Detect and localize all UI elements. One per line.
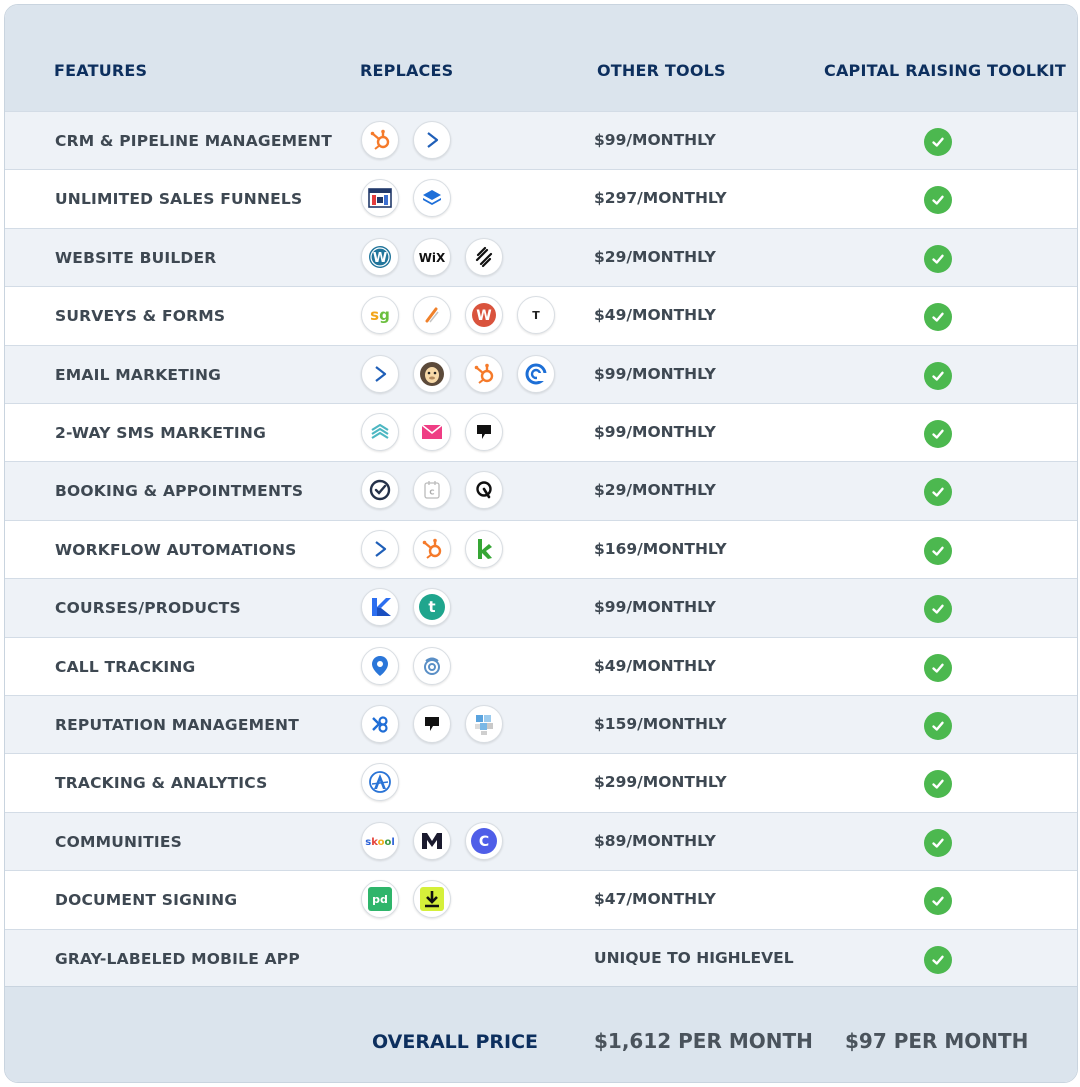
svg-text:t: t [428, 598, 436, 617]
check-icon [924, 245, 952, 273]
other-tools-price: $169/MONTHLY [594, 539, 727, 558]
wufoo-icon [465, 296, 503, 334]
feature-label: GRAY-LABELED MOBILE APP [55, 949, 300, 968]
table-row [5, 812, 1077, 871]
other-tools-price: $99/MONTHLY [594, 364, 716, 383]
table-header [5, 5, 1077, 111]
check-icon [924, 829, 952, 857]
replaced-tools [361, 413, 503, 451]
other-tools-price: $29/MONTHLY [594, 247, 716, 266]
circle-icon [465, 822, 503, 860]
replaced-tools [361, 588, 451, 626]
svg-text:T: T [532, 309, 540, 323]
check-icon [924, 128, 952, 156]
svg-text:C: C [478, 833, 490, 850]
replaced-tools [361, 238, 503, 276]
replaced-tools [361, 822, 503, 860]
replaced-tools [361, 763, 399, 801]
calendly-icon [361, 471, 399, 509]
other-tools-price: UNIQUE TO HIGHLEVEL [594, 948, 794, 967]
callrail-icon [361, 647, 399, 685]
svg-text:W: W [476, 308, 492, 325]
table-row [5, 695, 1077, 754]
activecampaign-icon [413, 121, 451, 159]
svg-text:pd: pd [372, 893, 388, 907]
check-icon [924, 362, 952, 390]
comparison-table [4, 4, 1078, 1083]
svg-text:C: C [429, 488, 435, 497]
table-row [5, 286, 1077, 345]
skool-icon [361, 822, 399, 860]
check-icon [924, 420, 952, 448]
check-icon [924, 946, 952, 974]
constant-contact-icon [517, 355, 555, 393]
other-tools-price: $49/MONTHLY [594, 656, 716, 675]
table-row [5, 578, 1077, 637]
docusign-icon [413, 880, 451, 918]
replaced-tools [361, 296, 555, 334]
wordpress-icon [361, 238, 399, 276]
toolkit-total: $97 PER MONTH [845, 1029, 1029, 1053]
calltrackingmetrics-icon [413, 647, 451, 685]
replaced-tools [361, 355, 555, 393]
table-row [5, 520, 1077, 579]
podium-icon [413, 705, 451, 743]
feature-label: UNLIMITED SALES FUNNELS [55, 190, 303, 209]
header-toolkit: CAPITAL RAISING TOOLKIT [824, 61, 1067, 80]
feature-label: REPUTATION MANAGEMENT [55, 716, 299, 734]
teachable-icon [413, 588, 451, 626]
feature-label: COMMUNITIES [55, 832, 183, 851]
replaced-tools [361, 121, 451, 159]
other-tools-price: $297/MONTHLY [594, 189, 727, 208]
reputation-icon [465, 705, 503, 743]
other-tools-price: $299/MONTHLY [594, 773, 727, 792]
table-row [5, 870, 1077, 929]
keap-icon [465, 530, 503, 568]
feature-label: SURVEYS & FORMS [55, 307, 226, 326]
birdeye-icon [361, 705, 399, 743]
feature-label: BOOKING & APPOINTMENTS [55, 482, 304, 501]
feature-label: DOCUMENT SIGNING [55, 891, 238, 910]
check-icon [924, 712, 952, 740]
header-features: FEATURES [54, 61, 148, 80]
check-icon [924, 186, 952, 214]
replaced-tools [361, 530, 503, 568]
wix-icon [413, 238, 451, 276]
check-icon [924, 537, 952, 565]
table-row [5, 111, 1077, 170]
table-row [5, 345, 1077, 404]
table-footer [5, 986, 1077, 1083]
leadpages-icon [413, 179, 451, 217]
svg-text:sg: sg [370, 306, 390, 325]
hubspot-icon [465, 355, 503, 393]
other-tools-price: $89/MONTHLY [594, 831, 716, 850]
mailchimp-icon [413, 355, 451, 393]
check-icon [924, 770, 952, 798]
squarespace-icon [465, 238, 503, 276]
replaced-tools [361, 471, 503, 509]
clickfunnels-icon [361, 179, 399, 217]
feature-label: COURSES/PRODUCTS [55, 599, 241, 618]
kajabi-icon [361, 588, 399, 626]
replaced-tools [361, 647, 451, 685]
check-icon [924, 887, 952, 915]
svg-text:WiX: WiX [418, 250, 446, 265]
table-row [5, 929, 1077, 988]
jotform-icon [413, 296, 451, 334]
hubspot-icon [361, 121, 399, 159]
other-tools-price: $99/MONTHLY [594, 131, 716, 149]
feature-label: TRACKING & ANALYTICS [55, 774, 268, 793]
svg-text:W: W [372, 250, 388, 266]
acuity-icon [465, 471, 503, 509]
analytics-icon [361, 763, 399, 801]
table-row [5, 169, 1077, 228]
table-row [5, 403, 1077, 462]
other-tools-price: $49/MONTHLY [594, 306, 716, 325]
check-icon [924, 654, 952, 682]
other-tools-price: $47/MONTHLY [594, 890, 716, 909]
table-row [5, 637, 1077, 696]
replaced-tools [361, 880, 451, 918]
feature-label: EMAIL MARKETING [55, 365, 222, 384]
replaced-tools [361, 705, 503, 743]
textedly-icon [413, 413, 451, 451]
typeform-icon [517, 296, 555, 334]
podium-icon [465, 413, 503, 451]
activecampaign-icon [361, 530, 399, 568]
header-replaces: REPLACES [360, 61, 454, 80]
activecampaign-icon [361, 355, 399, 393]
feature-label: CALL TRACKING [55, 657, 196, 676]
simpletexting-icon [361, 413, 399, 451]
calendar-icon [413, 471, 451, 509]
other-tools-total: $1,612 PER MONTH [594, 1029, 813, 1053]
feature-label: WORKFLOW AUTOMATIONS [55, 540, 297, 559]
svg-text:skool: skool [365, 836, 395, 848]
check-icon [924, 478, 952, 506]
feature-label: WEBSITE BUILDER [55, 248, 217, 267]
other-tools-price: $159/MONTHLY [594, 715, 727, 733]
other-tools-price: $29/MONTHLY [594, 481, 716, 500]
feature-label: 2-WAY SMS MARKETING [55, 424, 266, 442]
other-tools-price: $99/MONTHLY [594, 423, 716, 441]
pandadoc-icon [361, 880, 399, 918]
header-other-tools: OTHER TOOLS [597, 61, 726, 80]
table-row [5, 228, 1077, 287]
table-row [5, 461, 1077, 520]
replaced-tools [361, 179, 451, 217]
check-icon [924, 303, 952, 331]
surveygizmo-icon [361, 296, 399, 334]
mighty-networks-icon [413, 822, 451, 860]
hubspot-icon [413, 530, 451, 568]
other-tools-price: $99/MONTHLY [594, 598, 716, 617]
check-icon [924, 595, 952, 623]
overall-price-label: OVERALL PRICE [372, 1031, 539, 1053]
feature-label: CRM & PIPELINE MANAGEMENT [55, 132, 332, 150]
table-row [5, 753, 1077, 812]
